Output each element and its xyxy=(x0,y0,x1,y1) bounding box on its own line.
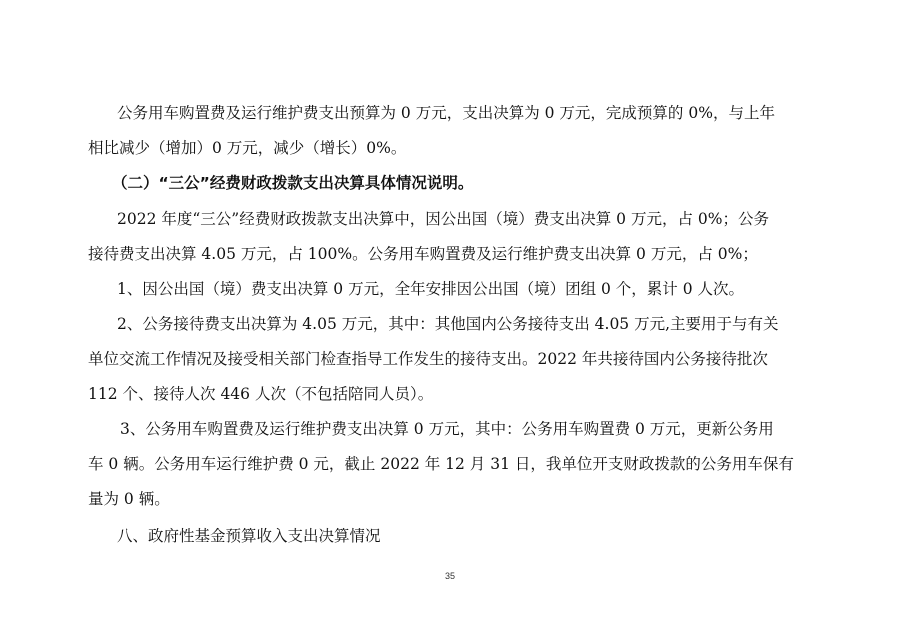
paragraph-vehicle-expense-line-3: 量为 0 辆。 xyxy=(88,490,170,508)
paragraph-three-public-summary-line-2: 接待费支出决算 4.05 万元，占 100%。公务用车购置费及运行维护费支出决算 0 万元，占 0%； xyxy=(88,245,758,263)
section-heading-three-public-expenses: （二）“三公”经费财政拨款支出决算具体情况说明。 xyxy=(112,174,474,192)
paragraph-vehicle-budget-line-1: 公务用车购置费及运行维护费支出预算为 0 万元，支出决算为 0 万元，完成预算的 0%，与上年 xyxy=(117,104,775,122)
paragraph-reception-line-2: 单位交流工作情况及接受相关部门检查指导工作发生的接待支出。2022 年共接待国内公务接待批次 xyxy=(88,350,768,368)
page-number: 35 xyxy=(444,571,455,581)
paragraph-three-public-summary-line-1: 2022 年度“三公”经费财政拨款支出决算中，因公出国（境）费支出决算 0 万元，占 0%；公务 xyxy=(117,210,769,228)
paragraph-vehicle-budget-line-2: 相比减少（增加）0 万元，减少（增长）0%。 xyxy=(88,139,407,157)
paragraph-vehicle-expense-line-1: 3、公务用车购置费及运行维护费支出决算 0 万元，其中：公务用车购置费 0 万元，更新公务用 xyxy=(120,420,774,438)
paragraph-reception-line-3: 112 个、接待人次 446 人次（不包括陪同人员）。 xyxy=(88,385,434,403)
paragraph-overseas-travel: 1、因公出国（境）费支出决算 0 万元，全年安排因公出国（境）团组 0 个，累计 0 人次。 xyxy=(117,280,745,298)
section-heading-government-fund: 八、政府性基金预算收入支出决算情况 xyxy=(117,527,381,545)
paragraph-vehicle-expense-line-2: 车 0 辆。公务用车运行维护费 0 元，截止 2022 年 12 月 31 日，我单位开支财政拨款的公务用车保有 xyxy=(88,455,794,473)
paragraph-reception-line-1: 2、公务接待费支出决算为 4.05 万元，其中：其他国内公务接待支出 4.05 万元,主要用于与有关 xyxy=(117,315,779,333)
